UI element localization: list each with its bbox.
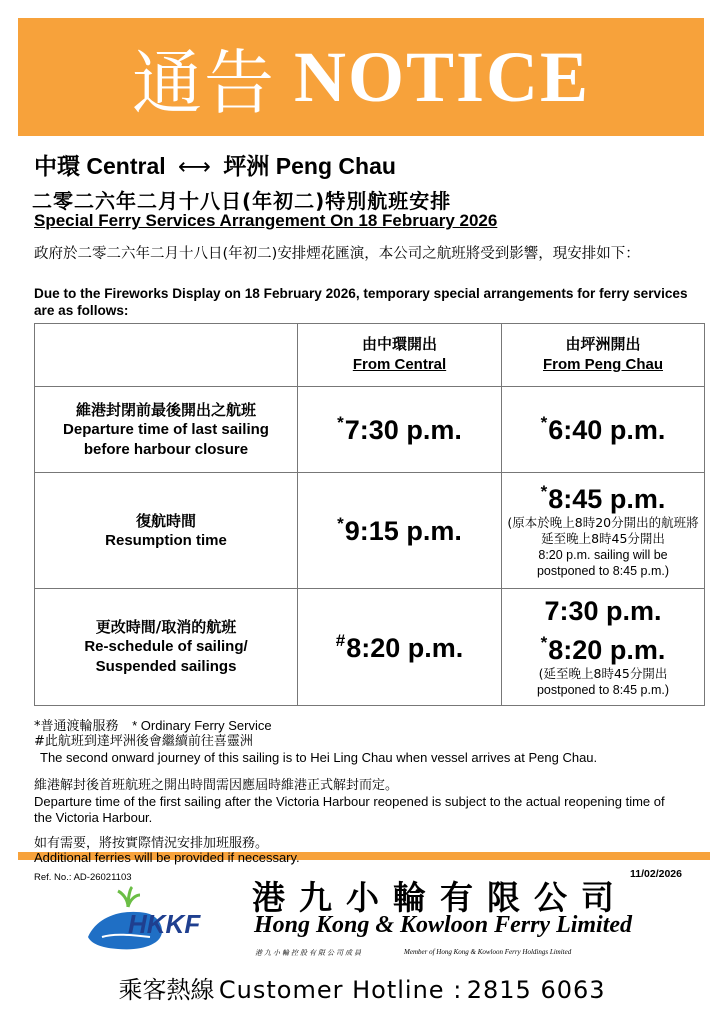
schedule-table: [34, 323, 705, 706]
time-value: 8:45 p.m.: [548, 484, 666, 514]
row-label-reschedule: [35, 589, 298, 706]
postpone-note-en-2: postponed to 8:45 p.m.): [536, 564, 670, 578]
footnote-reopen-en-1: Departure time of the first sailing after the Victoria Harbour reopened is subject to the actual reopening time of: [34, 794, 665, 809]
time-mark: *: [540, 633, 548, 652]
route-from-en: Central: [86, 153, 166, 179]
table-header-row: [35, 324, 705, 387]
double-arrow-icon: ⟷: [178, 153, 212, 179]
notice-title-en: NOTICE: [293, 36, 591, 117]
time-mark: *: [337, 413, 344, 432]
header-from-central: [298, 324, 502, 387]
notice-banner: [18, 18, 704, 136]
header-central-en: From Central: [352, 356, 447, 373]
hotline-label-en: Customer Hotline :: [218, 976, 463, 1004]
notice-date: 11/02/2026: [630, 868, 682, 880]
postpone-note-zh: (延至晚上8時45分開出: [538, 666, 668, 681]
hkkf-logo: [84, 885, 234, 955]
footnote-onward-en: The second onward journey of this sailing is to Hei Ling Chau when vessel arrives at Peng Chau.: [40, 750, 598, 765]
table-header-empty: [35, 324, 298, 387]
time-value: 7:30 p.m.: [344, 415, 462, 445]
time-mark: #: [335, 630, 346, 650]
central-time-cell: [298, 473, 502, 589]
hotline-number: 2815 6063: [466, 976, 606, 1004]
customer-hotline: [0, 970, 724, 1005]
intro-text-zh: 政府於二零二六年二月十八日(年初二)安排煙花匯演，本公司之航班將受到影響，現安排如下：: [34, 246, 640, 262]
arrangement-title-zh: 二零二六年二月十八日(年初二)特別航班安排: [32, 189, 452, 213]
time-mark: *: [337, 514, 344, 533]
row-label-en-2: before harbour closure: [83, 440, 249, 458]
header-pengchau-zh: 由坪洲開出: [565, 336, 641, 353]
footnote-onward-zh: #此航班到達坪洲後會繼續前往喜靈洲: [34, 734, 253, 749]
pengchau-time-line: [502, 482, 704, 515]
row-label-en-2: Suspended sailings: [95, 658, 237, 675]
table-row: [35, 589, 705, 706]
row-label-en-1: Re-schedule of sailing/: [84, 638, 248, 655]
central-time-cell: [298, 589, 502, 706]
time-mark: *: [540, 413, 548, 432]
route-from-zh: 中環: [34, 153, 80, 179]
member-note-zh: 港九小輪控股有限公司成員: [255, 949, 363, 957]
row-label-resumption: [35, 473, 298, 589]
footnote-additional-zh: 如有需要，將按實際情況安排加班服務。: [34, 836, 269, 851]
footnote-reopen-zh: 維港解封後首班航班之開出時間需因應屆時維港正式解封而定。: [34, 778, 399, 793]
central-time-cell: [298, 387, 502, 473]
row-label-last-sailing: [35, 387, 298, 473]
member-note-en: Member of Hong Kong & Kowloon Ferry Holdings Limited: [404, 948, 572, 956]
route-heading: [34, 148, 396, 181]
table-row: [35, 387, 705, 473]
postpone-note: [502, 666, 704, 698]
row-label-en-1: Resumption time: [105, 531, 227, 549]
time-value: 7:30 p.m.: [544, 596, 662, 626]
time-value: 8:20 p.m.: [548, 635, 666, 665]
row-label-zh: 更改時間/取消的航班: [95, 618, 237, 636]
route-to-en: Peng Chau: [275, 153, 396, 179]
company-name-en: Hong Kong & Kowloon Ferry Limited: [254, 912, 633, 938]
route-to-zh: 坪洲: [223, 153, 270, 179]
row-label-zh: 維港封閉前最後開出之航班: [75, 400, 256, 419]
footnote-ordinary: [34, 718, 272, 735]
postpone-note-en: postponed to 8:45 p.m.): [536, 683, 670, 697]
pengchau-time-line: [502, 627, 704, 666]
time-mark: *: [540, 482, 548, 501]
header-pengchau-en: From Peng Chau: [542, 356, 663, 373]
time-value: 6:40 p.m.: [548, 415, 666, 445]
pengchau-time-line: [502, 596, 704, 627]
row-label-zh: 復航時間: [135, 511, 196, 530]
whale-icon: [84, 885, 234, 957]
time-value: 8:20 p.m.: [346, 632, 464, 663]
intro-text-en: Due to the Fireworks Display on 18 February 2026, temporary special arrangements for ferry services are as follows:: [34, 286, 688, 318]
table-row: [35, 473, 705, 589]
row-label-en-1: Departure time of last sailing: [63, 420, 269, 438]
pengchau-time-cell: [502, 473, 705, 589]
arrangement-title-en: Special Ferry Services Arrangement On 18 February 2026: [34, 211, 498, 230]
logo-text: HKKF: [128, 909, 201, 939]
header-central-zh: 由中環開出: [361, 336, 437, 353]
postpone-note: [502, 515, 704, 579]
pengchau-time-cell: [502, 589, 705, 706]
footnote-additional-en: Additional ferries will be provided if necessary.: [34, 850, 300, 865]
hotline-label-zh: 乘客熱線: [118, 976, 215, 1004]
company-name-zh: 港九小輪有限公司: [252, 878, 628, 917]
footnote-reopen-en-2: the Victoria Harbour.: [34, 810, 153, 825]
notice-title-zh: 通告: [131, 41, 276, 124]
pengchau-time-cell: [502, 387, 705, 473]
footnote-ordinary-en: * Ordinary Ferry Service: [132, 718, 272, 733]
reference-number: Ref. No.: AD-26021103: [34, 872, 132, 883]
header-from-pengchau: [502, 324, 705, 387]
time-value: 9:15 p.m.: [344, 516, 462, 546]
postpone-note-zh: (原本於晚上8時20分開出的航班將延至晚上8時45分開出: [507, 515, 699, 546]
postpone-note-en-1: 8:20 p.m. sailing will be: [538, 548, 668, 562]
footnote-ordinary-zh: *普通渡輪服務: [34, 719, 119, 734]
